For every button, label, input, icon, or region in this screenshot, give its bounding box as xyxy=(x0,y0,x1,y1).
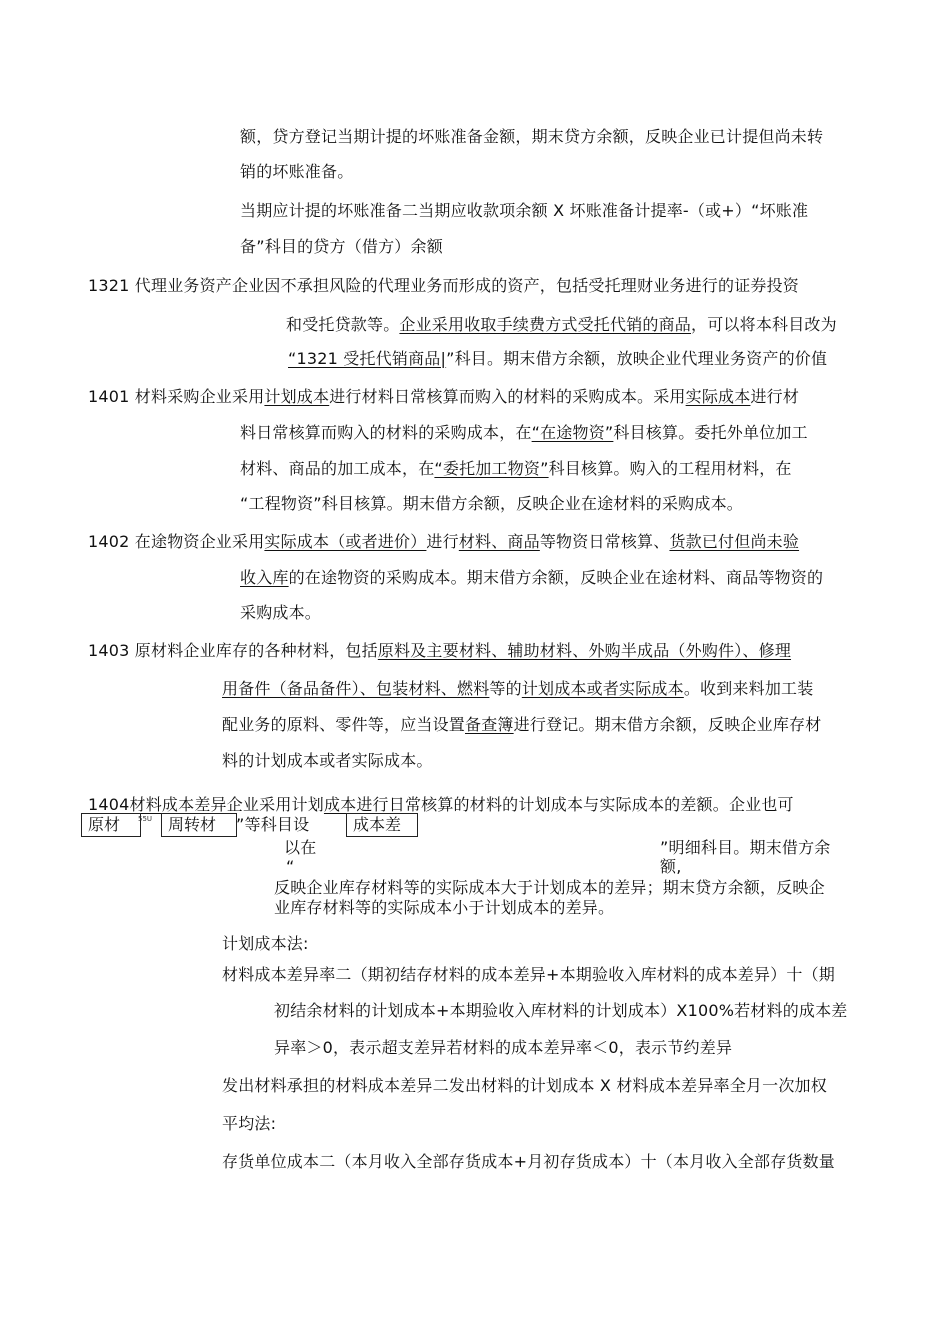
boxed-term: 周转材 xyxy=(161,813,237,837)
formula-line: 初结余材料的计划成本+本期验收入库材料的计划成本）X100%若材料的成本差 xyxy=(274,1001,848,1020)
text-span: 进行材 xyxy=(750,387,800,406)
formula-line: 异率＞0，表示超支差异若材料的成本差异率＜0，表示节约差异 xyxy=(274,1038,733,1057)
formula-line: 发出材料承担的材料成本差异二发出材料的计划成本 X 材料成本差异率全月一次加权 xyxy=(222,1076,827,1095)
entry-1404-heading xyxy=(88,795,794,815)
text-span: 等物资日常核算、 xyxy=(539,532,670,551)
underlined-term: “在途物资” xyxy=(531,423,614,442)
underlined-term: “1321 受托代销商品| xyxy=(288,349,447,368)
text-line xyxy=(288,349,827,369)
text-span: 科目核算。委托外单位加工 xyxy=(613,423,808,442)
text-line: “ xyxy=(286,857,295,876)
underlined-term: 计划成本或者实际成本 xyxy=(521,679,684,698)
underlined-term: “委托加工物资” xyxy=(434,459,549,478)
text-line xyxy=(240,423,808,443)
text-span: 1404 xyxy=(88,795,130,814)
text-span: 1402 在途物资企业采用 xyxy=(88,532,265,551)
text-line: ”等科目设 xyxy=(236,815,310,834)
section-label: 计划成本法: xyxy=(222,934,309,953)
text-line: ”明细科目。期末借方余 xyxy=(660,838,831,857)
text-span: 配业务的原料、零件等，应当设置 xyxy=(222,715,466,734)
underlined-term: 实际成本 xyxy=(685,387,751,406)
underlined-term: 计划成本 xyxy=(264,387,330,406)
entry-1321-heading: 1321 代理业务资产企业因不承担风险的代理业务而形成的资产，包括受托理财业务进行的证券投资 xyxy=(88,276,800,295)
text-line xyxy=(222,679,813,699)
artifact-text: 55U xyxy=(138,815,153,823)
entry-1403-heading xyxy=(88,641,791,661)
text-span: 等的 xyxy=(489,679,522,698)
text-span: 材料、商品的加工成本，在 xyxy=(240,459,435,478)
text-line: 当期应计提的坏账准备二当期应收款项余额 X 坏账准备计提率-（或+）“坏账准 xyxy=(240,201,809,220)
text-line: 料的计划成本或者实际成本。 xyxy=(222,751,433,770)
underlined-term: 成本进行日 xyxy=(323,795,405,814)
boxed-term: 成本差 xyxy=(346,813,418,837)
text-span: 的在途物资的采购成本。期末借方余额，反映企业在途材料、商品等物资的 xyxy=(288,568,824,587)
text-line: 采购成本。 xyxy=(240,603,322,622)
text-line: 备”科目的贷方（借方）余额 xyxy=(240,237,443,256)
text-span: 科目核算。购入的工程用材料，在 xyxy=(548,459,792,478)
underlined-term: 材料、商品 xyxy=(458,532,540,551)
text-line: “工程物资”科目核算。期末借方余额，反映企业在途材料的采购成本。 xyxy=(240,494,743,513)
underlined-term: 备查簿 xyxy=(465,715,514,734)
formula-line: 存货单位成本二（本月收入全部存货成本+月初存货成本）十（本月收入全部存货数量 xyxy=(222,1152,836,1171)
underlined-term: 货款已付但尚未验 xyxy=(669,532,800,551)
underlined-term: 收入库 xyxy=(240,568,289,587)
text-line: 以在 xyxy=(284,838,317,857)
text-span: 企业采用计划 xyxy=(226,795,324,814)
text-line: 额, xyxy=(660,857,682,876)
text-span: 。收到来料加工装 xyxy=(683,679,814,698)
text-span: 常核算的材料的计划成本与实际成本的差额。企业也可 xyxy=(404,795,794,814)
text-line xyxy=(222,715,821,735)
entry-1402-heading xyxy=(88,532,799,552)
text-line: 业库存材料等的实际成本小于计划成本的差异。 xyxy=(274,898,615,917)
text-span: 1403 原材料企业库存的各种材料，包括 xyxy=(88,641,378,660)
text-span: 1401 材料采购企业采用 xyxy=(88,387,265,406)
underlined-term: 实际成本（或者进价） xyxy=(264,532,427,551)
text-line: 额，贷方登记当期计提的坏账准备金额，期末贷方余额，反映企业已计提但尚未转 xyxy=(240,127,824,146)
text-line: 销的坏账准备。 xyxy=(240,162,354,181)
text-span: 进行 xyxy=(426,532,459,551)
underlined-term: 企业采用收取手续费方式受托代销的商品 xyxy=(399,315,692,334)
boxed-term: 原材 xyxy=(81,813,141,837)
text-line xyxy=(240,459,792,479)
text-line: 反映企业库存材料等的实际成本大于计划成本的差异；期末贷方余额，反映企 xyxy=(274,878,825,897)
text-span: 进行登记。期末借方余额，反映企业库存材 xyxy=(513,715,822,734)
underlined-term: 材料成本差异 xyxy=(129,795,227,814)
text-span: ，可以将本科目改为 xyxy=(691,315,837,334)
entry-1401-heading xyxy=(88,387,799,407)
underlined-term: 用备件（备品备件）、包装材料、燃料 xyxy=(222,679,490,698)
formula-line: 材料成本差异率二（期初结存材料的成本差异+本期验收入库材料的成本差异）十（期 xyxy=(222,965,836,984)
text-span: ”科目。期末借方余额，放映企业代理业务资产的价值 xyxy=(446,349,828,368)
text-span: 料日常核算而购入的材料的采购成本，在 xyxy=(240,423,532,442)
section-label: 平均法: xyxy=(222,1114,277,1133)
text-line xyxy=(240,568,823,588)
text-line xyxy=(286,315,837,335)
text-span: 进行材料日常核算而购入的材料的采购成本。采用 xyxy=(329,387,686,406)
underlined-term: 原料及主要材料、辅助材料、外购半成品（外购件）、修理 xyxy=(377,641,792,660)
text-span: 和受托贷款等。 xyxy=(286,315,400,334)
